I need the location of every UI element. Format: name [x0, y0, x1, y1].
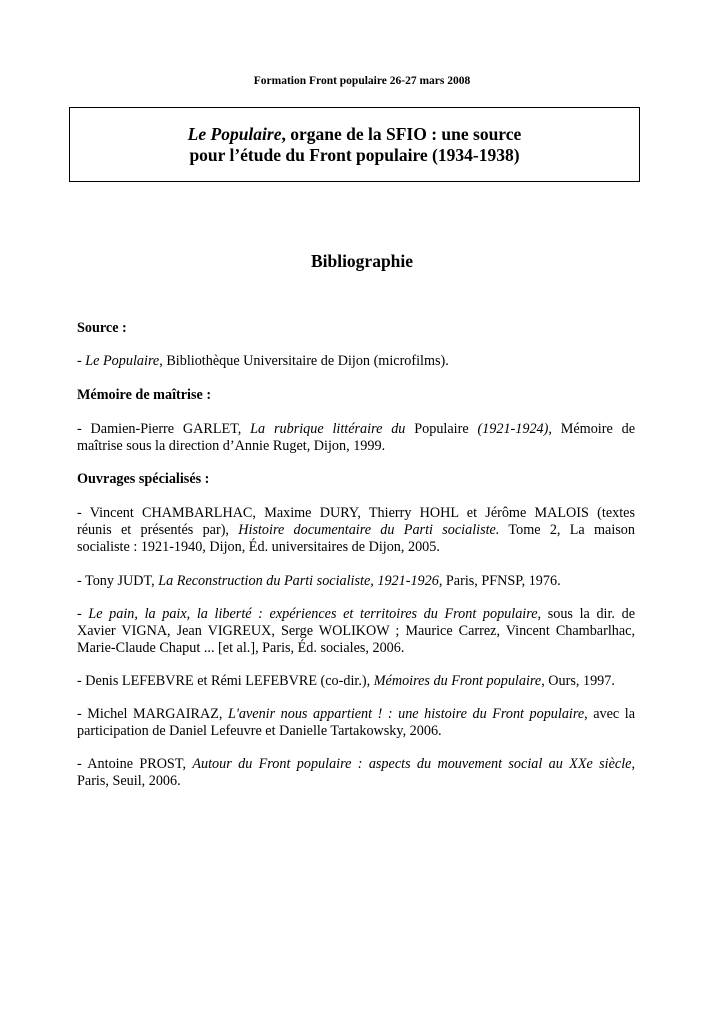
ouvrage-1-line-3: socialiste : 1921-1940, Dijon, Éd. universitaires de Dijon, 2005. — [77, 539, 440, 556]
ouvrage-4-line-1 — [77, 673, 635, 690]
ouvrage-6-line-1 — [77, 756, 635, 773]
ouvrage-entry-1 — [77, 505, 635, 557]
title-line-1 — [70, 124, 639, 145]
title-line-2: pour l’étude du Front populaire (1934-1938) — [189, 145, 520, 165]
ouvrage-6-author: - Antoine PROST, — [77, 756, 193, 772]
memoire-author: - Damien-Pierre GARLET, — [77, 421, 251, 437]
ouvrage-2-author: - Tony JUDT, — [77, 573, 159, 589]
ouvrage-4-authors: - Denis LEFEBVRE et Rémi LEFEBVRE (co-dir.), — [77, 673, 374, 689]
ouvrage-1-line-2 — [77, 522, 635, 539]
event-header: Formation Front populaire 26-27 mars 2008 — [253, 75, 471, 87]
ouvrage-entry-4 — [77, 673, 635, 690]
memoire-entry — [77, 421, 635, 455]
memoire-line-2: maîtrise sous la direction d’Annie Ruget, Dijon, 1999. — [77, 438, 386, 455]
title-line-1-rest: , organe de la SFIO : une source — [281, 124, 522, 144]
ouvrage-5-title: L'avenir nous appartient ! : une histoire du Front populaire — [227, 706, 585, 722]
ouvrage-2-title: La Reconstruction du Parti socialiste, 1921-1926 — [158, 573, 439, 589]
ouvrage-3-dir: , sous la dir. de — [537, 606, 636, 622]
memoire-years: (1921-1924) — [477, 421, 549, 437]
ouvrage-1-tome: Tome 2, La maison — [499, 522, 635, 539]
ouvrage-2-line-1 — [77, 573, 635, 590]
ouvrage-1-credit: réunis et présentés par), — [77, 522, 239, 539]
ouvrage-3-line-1 — [77, 606, 635, 623]
ouvrage-5-author: - Michel MARGAIRAZ, — [77, 706, 228, 722]
ouvrage-5-rest: , avec la — [584, 706, 635, 722]
memoire-rest: , Mémoire de — [548, 421, 635, 437]
ouvrage-entry-5 — [77, 706, 635, 740]
ouvrage-entry-3 — [77, 606, 635, 658]
memoire-populaire: Populaire — [405, 421, 478, 437]
source-entry — [77, 353, 635, 370]
ouvrage-4-title: Mémoires du Front populaire — [373, 673, 542, 689]
ouvrage-2-rest: , Paris, PFNSP, 1976. — [438, 573, 561, 589]
ouvrage-6-title: Autour du Front populaire : aspects du mouvement social au XXe siècle — [192, 756, 632, 772]
ouvrage-3-line-3: Marie-Claude Chaput ... [et al.], Paris, Éd. sociales, 2006. — [77, 640, 405, 657]
ouvrage-6-rest: , — [631, 756, 635, 772]
section-heading-source: Source : — [77, 320, 127, 336]
ouvrage-1-line-1: - Vincent CHAMBARLHAC, Maxime DURY, Thierry HOHL et Jérôme MALOIS (textes — [77, 505, 635, 521]
title-box — [69, 107, 640, 182]
ouvrage-entry-6 — [77, 756, 635, 790]
section-heading-ouvrages: Ouvrages spécialisés : — [77, 471, 210, 487]
ouvrage-5-line-1 — [77, 706, 635, 723]
source-prefix: - — [77, 353, 86, 369]
ouvrage-entry-2 — [77, 573, 635, 590]
ouvrage-6-line-2: Paris, Seuil, 2006. — [77, 773, 181, 790]
bibliography-heading: Bibliographie — [310, 251, 414, 271]
source-entry-line — [77, 353, 635, 370]
ouvrage-3-title: - Le pain, la paix, la liberté : expériences et territoires du Front populaire — [77, 606, 538, 622]
memoire-line-1 — [77, 421, 635, 438]
memoire-title: La rubrique littéraire du — [250, 421, 406, 437]
ouvrage-4-rest: , Ours, 1997. — [541, 673, 615, 689]
ouvrage-1-title: Histoire documentaire du Parti socialiste. — [238, 522, 500, 539]
title-italic: Le Populaire — [187, 124, 282, 144]
section-heading-memoire: Mémoire de maîtrise : — [77, 387, 212, 403]
ouvrage-5-line-2: participation de Daniel Lefeuvre et Danielle Tartakowsky, 2006. — [77, 723, 442, 740]
source-rest: , Bibliothèque Universitaire de Dijon (microfilms). — [159, 353, 449, 369]
ouvrage-3-line-2: Xavier VIGNA, Jean VIGREUX, Serge WOLIKOW ; Maurice Carrez, Vincent Chambarlhac, — [77, 623, 635, 640]
source-title: Le Populaire — [85, 353, 160, 369]
